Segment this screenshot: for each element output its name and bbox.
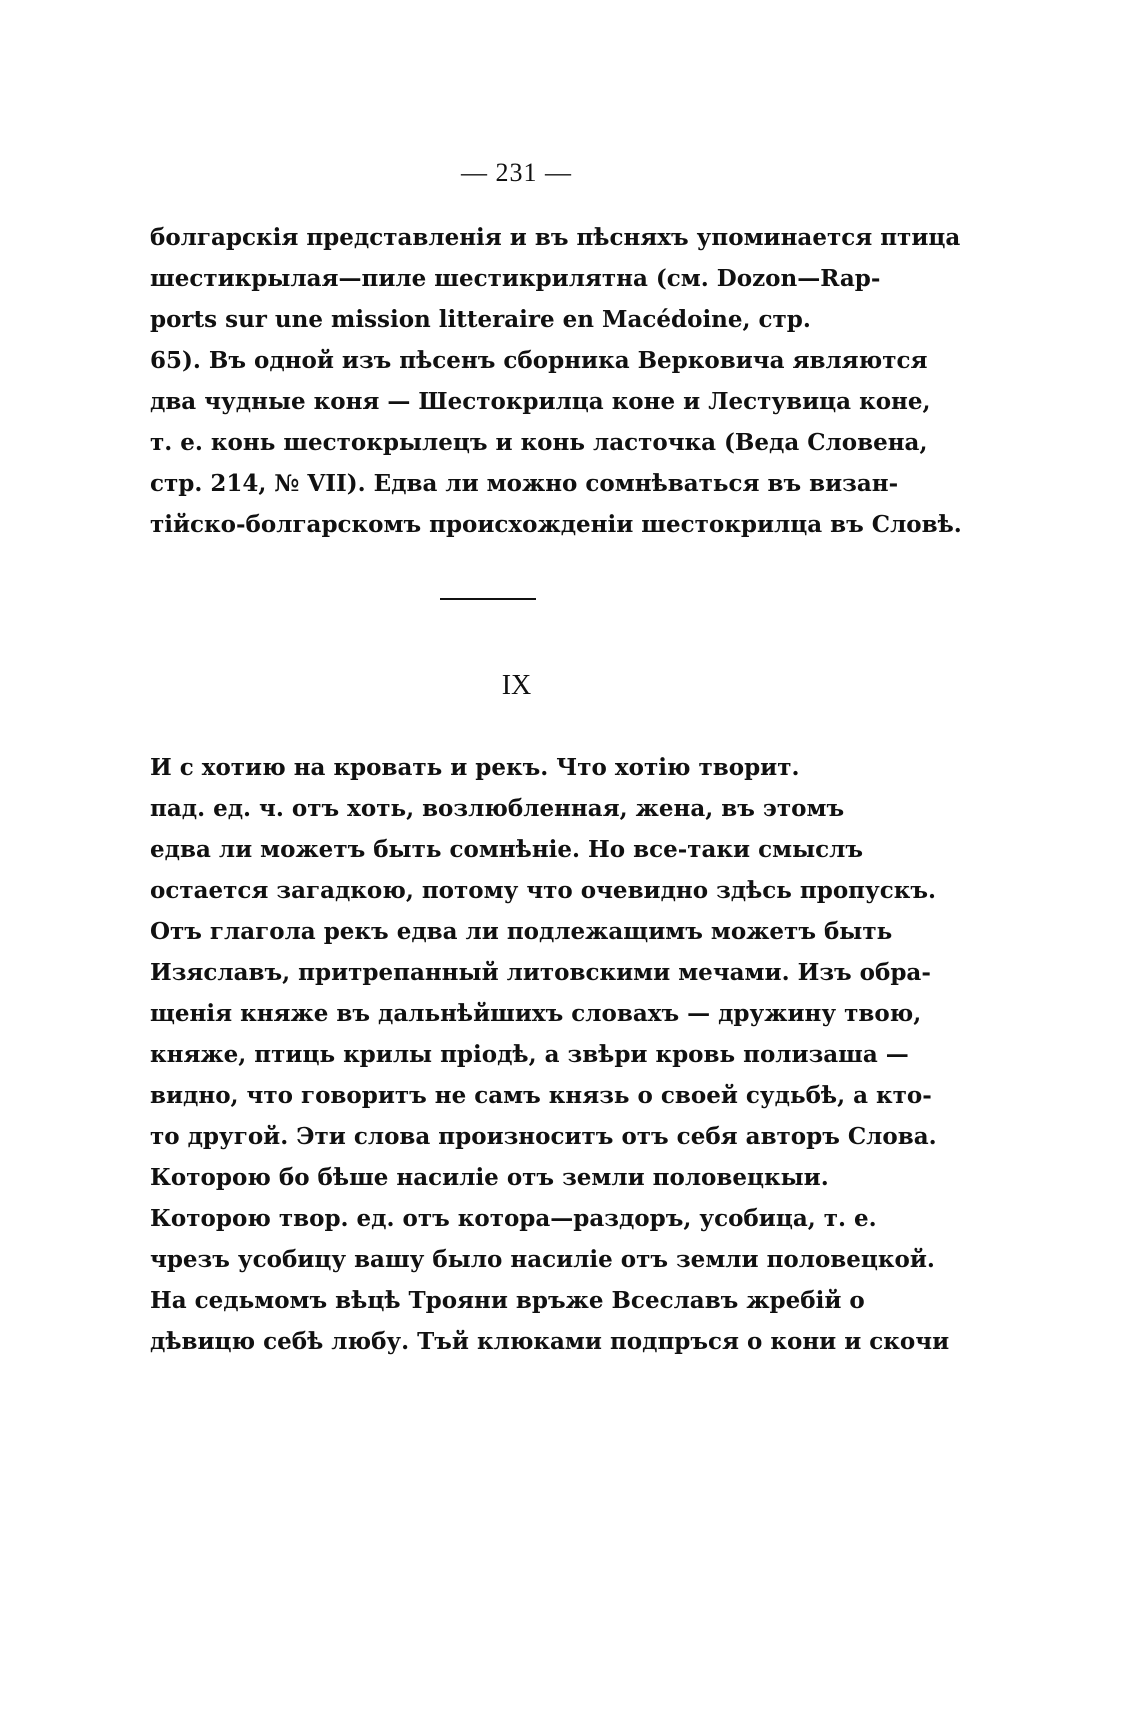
text-line: дѣвицю себѣ любу. Тъй клюками подпръся о кони и скочи: [150, 1328, 950, 1355]
text-line: то другой. Эти слова произноситъ отъ себя авторъ Слова.: [150, 1123, 937, 1150]
text-line: пад. ед. ч. отъ хоть, возлюбленная, жена, въ этомъ: [150, 795, 845, 822]
text-line: Которою бо бѣше насиліе отъ земли половецкыи.: [150, 1164, 829, 1191]
text-line: ports sur une mission litteraire en Macédoine, стр.: [150, 306, 811, 333]
text-line: На седьмомъ вѣцѣ Трояни връже Всеславъ жребій о: [150, 1287, 865, 1314]
text-line: Изяславъ, притрепанный литовскими мечами. Изъ обра-: [150, 959, 931, 986]
section-heading: IX: [501, 670, 532, 701]
text-line: болгарскія представленія и въ пѣсняхъ упоминается птица: [150, 224, 961, 251]
text-line: остается загадкою, потому что очевидно здѣсь пропускъ.: [150, 877, 936, 904]
page-number: — 231 —: [461, 158, 572, 187]
text-line: два чудные коня — Шестокрилца коне и Лестувица коне,: [150, 388, 931, 415]
text-line: 65). Въ одной изъ пѣсенъ сборника Верковича являются: [150, 347, 928, 374]
text-line: Отъ глагола рекъ едва ли подлежащимъ можетъ быть: [150, 918, 893, 945]
text-line: видно, что говоритъ не самъ князь о своей судьбѣ, а кто-: [150, 1082, 932, 1109]
text-line: шестикрылая—пиле шестикрилятна (см. Dozon—Rap-: [150, 265, 881, 292]
section-divider: [440, 598, 536, 600]
text-line: чрезъ усобицу вашу было насиліе отъ земли половецкой.: [150, 1246, 935, 1273]
text-line: едва ли можетъ быть сомнѣніе. Но все-таки смыслъ: [150, 836, 864, 863]
text-line: щенія княже въ дальнѣйшихъ словахъ — дружину твою,: [150, 1000, 922, 1027]
paragraph-1: [150, 218, 962, 548]
text-line: Которою твор. ед. отъ котора—раздоръ, усобица, т. е.: [150, 1205, 877, 1232]
text-line: И с хотию на кровать и рекъ. Что хотію творит.: [150, 754, 800, 781]
text-line: стр. 214, № VII). Едва ли можно сомнѣваться въ визан-: [150, 470, 899, 497]
text-line: т. е. конь шестокрылецъ и конь ласточка (Веда Словена,: [150, 429, 928, 456]
text-line: тійско-болгарскомъ происхожденіи шестокрилца въ Словѣ.: [150, 511, 962, 538]
paragraph-2: [150, 748, 950, 1368]
text-line: княже, птиць крилы пріодѣ, а звѣри кровь полизаша —: [150, 1041, 909, 1068]
